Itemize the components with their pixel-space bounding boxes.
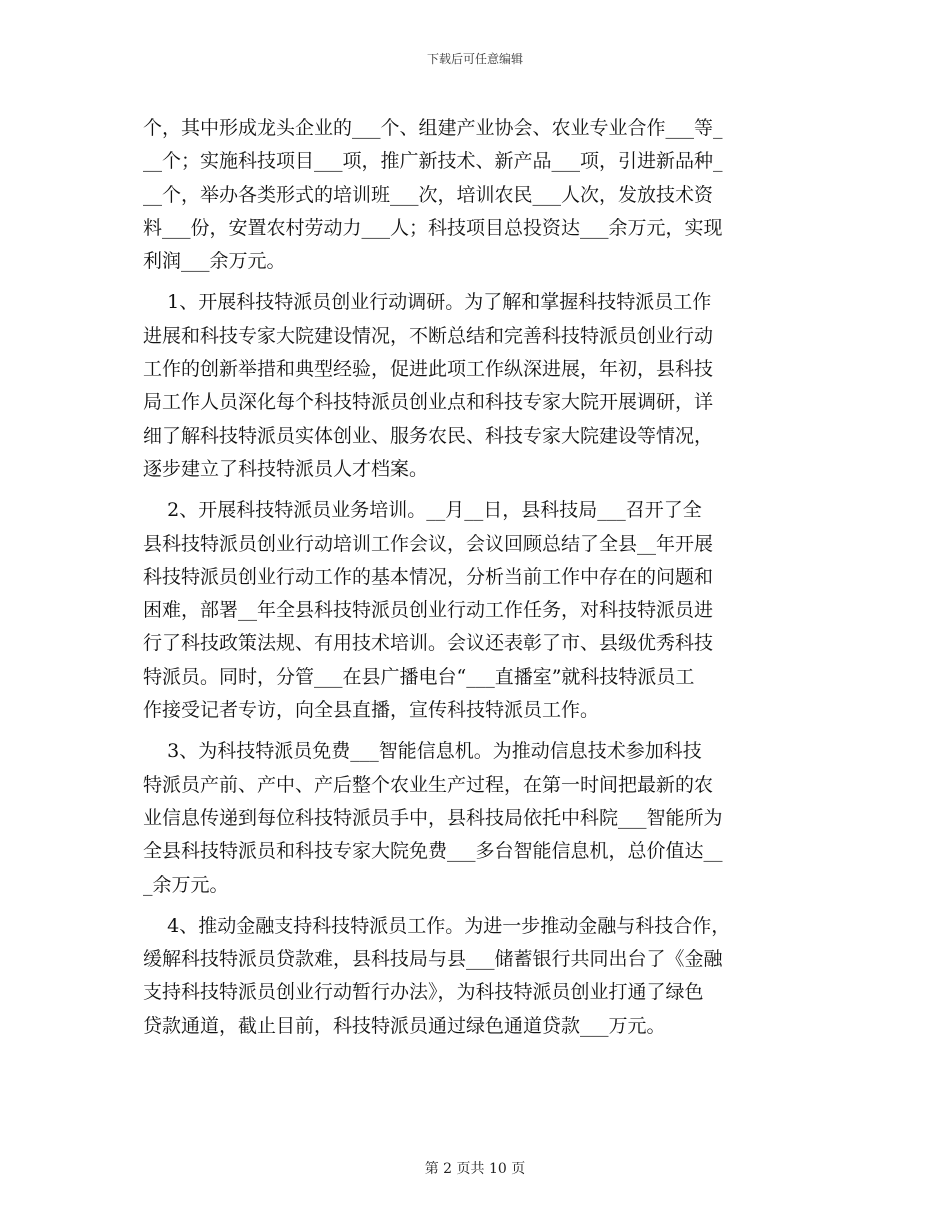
text-line: 特派员产前、产中、产后整个农业生产过程，在第一时间把最新的农 [143, 773, 714, 796]
text-line: 2、开展科技特派员业务培训。__月__日，县科技局___召开了全 [143, 499, 702, 522]
document-body [143, 112, 803, 1051]
paragraph-4 [143, 910, 803, 1043]
page-footer: 第 2 页共 10 页 [424, 1161, 526, 1177]
paragraph-2 [143, 494, 803, 727]
text-line: 作接受记者专访，向全县直播，宣传科技特派员工作。 [143, 699, 600, 722]
text-line: 科技特派员创业行动工作的基本情况，分析当前工作中存在的问题和 [143, 565, 714, 588]
text-line: 困难，部署__年全县科技特派员创业行动工作任务，对科技特派员进 [143, 599, 714, 622]
text-line: 工作的创新举措和典型经验，促进此项工作纵深进展，年初，县科技 [143, 358, 714, 381]
text-line: 全县科技特派员和科技专家大院免费___多台智能信息机，总价值达__ [143, 840, 723, 863]
text-line: 行了科技政策法规、有用技术培训。会议还表彰了市、县级优秀科技 [143, 632, 714, 655]
paragraph-summary [143, 112, 803, 278]
text-line: 进展和科技专家大院建设情况，不断总结和完善科技特派员创业行动 [143, 324, 714, 347]
text-line: 业信息传递到每位科技特派员手中，县科技局依托中科院___智能所为 [143, 806, 723, 829]
text-line: 1、开展科技特派员创业行动调研。为了解和掌握科技特派员工作 [143, 291, 712, 314]
text-line: 逐步建立了科技特派员人才档案。 [143, 457, 429, 480]
paragraph-1 [143, 286, 803, 486]
text-line: _余万元。 [143, 873, 229, 896]
page-header: 下载后可任意编辑 [426, 52, 523, 66]
text-line: 个，其中形成龙头企业的___个、组建产业协会、农业专业合作___等_ [143, 117, 723, 139]
text-line: 缓解科技特派员贷款难，县科技局与县___储蓄银行共同出台了《金融 [143, 948, 723, 971]
text-line: 3、为科技特派员免费___智能信息机。为推动信息技术参加科技 [143, 740, 702, 763]
text-line: 贷款通道，截止目前，科技特派员通过绿色通道贷款___万元。 [143, 1014, 666, 1037]
text-line: 细了解科技特派员实体创业、服务农民、科技专家大院建设等情况， [143, 424, 714, 447]
text-line: __个；实施科技项目___项，推广新技术、新产品___项，引进新品种_ [143, 150, 723, 173]
text-line: 利润___余万元。 [143, 250, 286, 273]
text-line: 特派员。同时，分管___在县广播电台“___直播室”就科技特派员工 [143, 665, 695, 688]
text-line: 支持科技特派员创业行动暂行办法》，为科技特派员创业打通了绿色 [143, 981, 704, 1004]
text-line: 局工作人员深化每个科技特派员创业点和科技专家大院开展调研，详 [143, 391, 714, 414]
text-line: 料___份，安置农村劳动力___人；科技项目总投资达___余万元，实现 [143, 216, 723, 239]
text-line: 县科技特派员创业行动培训工作会议，会议回顾总结了全县__年开展 [143, 532, 714, 555]
text-line: __个，举办各类形式的培训班___次，培训农民___人次，发放技术资 [143, 183, 714, 206]
paragraph-3 [143, 735, 803, 901]
text-line: 4、推动金融支持科技特派员工作。为进一步推动金融与科技合作， [143, 914, 731, 937]
